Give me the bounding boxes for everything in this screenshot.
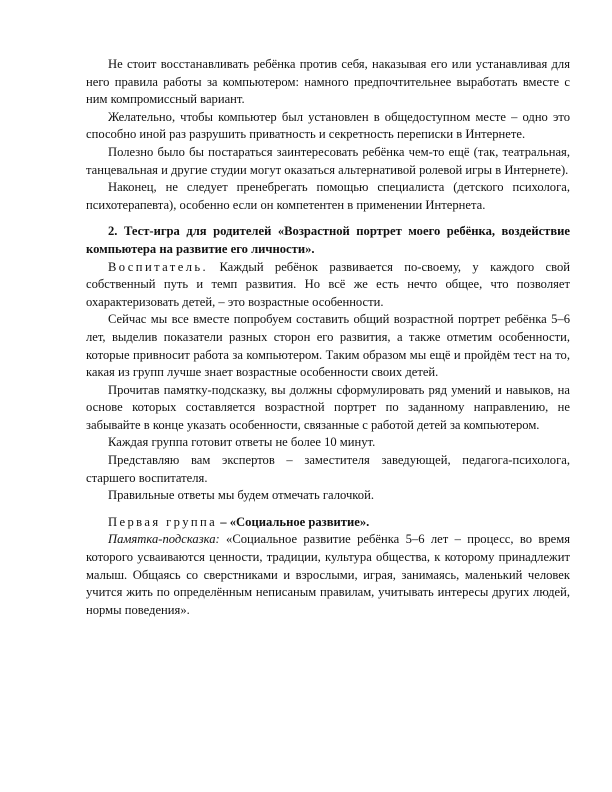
section-heading: 2. Тест-игра для родителей «Возрастной портрет моего ребёнка, воздействие компьютера на развитие его личности». xyxy=(86,224,570,256)
educator-label: Воспитатель. xyxy=(108,259,209,274)
paragraph-educator xyxy=(86,259,570,312)
paragraph-memo-instructions: Прочитав памятку-подсказку, вы должны сформулировать ряд умений и навыков, на основе которых составляется возрастной портрет по заданному направлению, не забывайте в конце указать особенности, связанные с работой детей за компьютером. xyxy=(86,382,570,432)
paragraph-time-limit: Каждая группа готовит ответы не более 10 минут. xyxy=(108,435,376,450)
paragraph-checkmarks: Правильные ответы мы будем отмечать галочкой. xyxy=(108,488,374,503)
document-page xyxy=(86,56,570,619)
paragraph-compromise: Не стоит восстанавливать ребёнка против себя, наказывая его или устанавливая для него правила работы за компьютером: намного предпочтительнее выработать вместе с ним компромиссный вариант. xyxy=(86,57,570,107)
memo-text: «Социальное развитие ребёнка 5–6 лет – процесс, во время которого усваиваются ценности, традиции, культура общества, к которому принадлежит малыш. Общаясь со сверстниками и взрослыми, играя, занимаясь, маленький человек учится жить по определённым неписаным правилам, учитывать интересы других людей, нормы поведения». xyxy=(86,532,570,617)
group-title: – «Социальное развитие». xyxy=(217,514,370,529)
paragraph-computer-location: Желательно, чтобы компьютер был установлен в общедоступном месте – одно это способно иной раз разрушить приватность и секретность переписки в Интернете. xyxy=(86,109,570,142)
paragraph-memo xyxy=(86,531,570,619)
paragraph-age-portrait: Сейчас мы все вместе попробуем составить общий возрастной портрет ребёнка 5–6 лет, выделив показатели разных сторон его развития, а также отметим особенности, которые привносит работа за компьютером. Таким образом мы ещё и пройдём тест на то, какая из групп лучше знает возрастные особенности своих детей. xyxy=(86,312,570,380)
memo-label: Памятка-подсказка: xyxy=(108,532,220,547)
paragraph-specialist-help: Наконец, не следует пренебрегать помощью специалиста (детского психолога, психотерапевта), особенно если он компетентен в применении Интернета. xyxy=(86,180,570,212)
paragraph-experts: Представляю вам экспертов – заместителя заведующей, педагога-психолога, старшего воспитателя. xyxy=(86,453,570,485)
group-heading xyxy=(86,514,570,532)
educator-text: Каждый ребёнок развивается по-своему, у каждого свой собственный путь и темп развития. Но всё же есть нечто общее, что позволяет охарактеризовать детей, – это возрастные особенности. xyxy=(86,259,570,309)
group-label: Первая группа xyxy=(108,514,218,529)
paragraph-other-interests: Полезно было бы постараться заинтересовать ребёнка чем-то ещё (так, театральная, танцевальная и другие студии могут оказаться альтернативой ролевой игры в Интернете). xyxy=(86,144,570,177)
